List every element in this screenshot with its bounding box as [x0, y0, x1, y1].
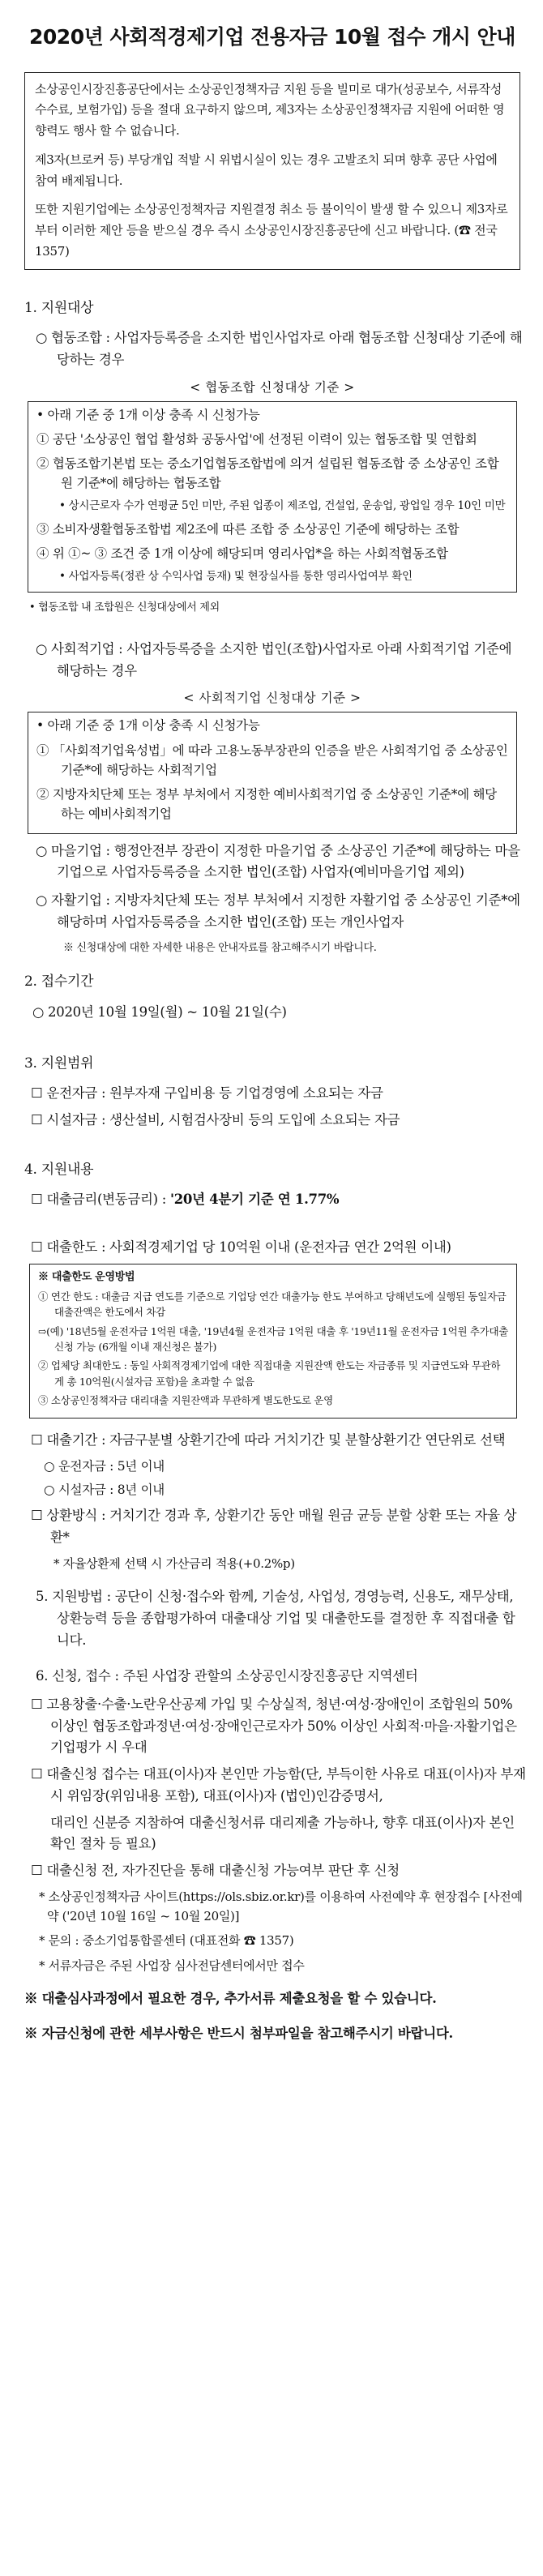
notice-paragraph-2: 제3자(브로커 등) 부당개입 적발 시 위법시실이 있는 경우 고발조치 되며 향후 공단 사업에 참여 배제됩니다.	[35, 152, 498, 188]
application-preference: ☐ 고용창출·수출·노란우산공제 가입 및 수상실적, 청년·여성·장애인이 조합원의 50% 이상인 협동조합과정년·여성·장애인근로자가 50% 이상인 사회적·마을·자활기업은 기업평가 시 우대	[31, 1696, 517, 1756]
section-heading-content: 4. 지원내용	[24, 1161, 94, 1178]
loan-limit-rule-2: ② 업체당 최대한도 : 동일 사회적경제기업에 대한 직접대출 지원잔액 한도는 자금종류 및 지급연도와 무관하게 총 10억원(시설자금 포함)을 초과할 수 없음	[38, 1359, 501, 1388]
loan-limit-operation-box	[29, 1264, 517, 1419]
notice-paragraph-3: 또한 지원기업에는 소상공인정책자금 지원결정 취소 등 불이익이 발생 할 수 있으니 제3자로부터 이러한 제안 등을 받으실 경우 즉시 소상공인시장진흥공단에 신고 바랍니다. (☎ 전국 1357)	[35, 202, 508, 259]
section-heading-scope: 3. 지원범위	[24, 1055, 94, 1072]
application-self-check: ☐ 대출신청 전, 자가진단을 통해 대출신청 가능여부 판단 후 신청	[31, 1863, 400, 1879]
application-in-person-cont: 대리인 신분증 지참하여 대출신청서류 대리제출 가능하나, 향후 대표(이사)자 본인 확인 절차 등 필요)	[50, 1814, 515, 1852]
criteria-item-2-detail: • 상시근로자 수가 연평균 5인 미만, 주된 업종이 제조업, 건설업, 운송업, 광업일 경우 10인 미만	[59, 499, 506, 513]
loan-period-facility: ○ 시설자금 : 8년 이내	[44, 1483, 165, 1498]
application-in-person: ☐ 대출신청 접수는 대표(이사)자 본인만 가능함(단, 부득이한 사유로 대표(이사)자 부재 시 위임장(위임내용 포함), 대표(이사)자 (법인)인감증명서,	[31, 1766, 526, 1804]
eligibility-social-enterprise: ○ 사회적기업 : 사업자등록증을 소지한 법인(조합)사업자로 아래 사회적기업 기준에 해당하는 경우	[36, 640, 512, 678]
section-heading-eligibility: 1. 지원대상	[24, 299, 94, 316]
section-heading-application: 6. 신청, 접수 : 주된 사업장 관할의 소상공인시장진흥공단 지역센터	[36, 1668, 418, 1684]
social-enterprise-criteria-box	[28, 712, 517, 833]
loan-limit-rule-1-example: ⇨(예) '18년5월 운전자금 1억원 대출, '19년4월 운전자금 1억원 대출 후 '19년11월 운전자금 1억원 추가대출 신청 가능 (6개월 이내 재신청은 불가)	[38, 1324, 509, 1353]
loan-limit: ☐ 대출한도 : 사회적경제기업 당 10억원 이내 (운전자금 연간 2억원 이내)	[31, 1239, 451, 1255]
loan-period-operating: ○ 운전자금 : 5년 이내	[44, 1459, 165, 1474]
criteria-item-4-detail: • 사업자등록(정관 상 수익사업 등재) 및 현장실사를 통한 영리사업여부 확인	[59, 569, 413, 583]
repayment-method: ☐ 상환방식 : 거치기간 경과 후, 상환기간 동안 매월 원금 균등 분할 상환 또는 자율 상환*	[31, 1508, 517, 1546]
eligibility-self-sufficiency-enterprise: ○ 자활기업 : 지방자치단체 또는 정부 부처에서 지정한 자활기업 중 소상공인 기준*에 해당하며 사업자등록증을 소지한 법인(조합) 또는 개인사업자	[36, 892, 520, 930]
interest-rate-label: ☐ 대출금리(변동금리) :	[31, 1192, 170, 1208]
loan-limit-box-title: ※ 대출한도 운영방법	[38, 1270, 135, 1283]
criteria-head: • 아래 기준 중 1개 이상 충족 시 신청가능	[36, 718, 260, 734]
criteria-item-3: ③ 소비자생활협동조합법 제2조에 따른 조합 중 소상공인 기준에 해당하는 조합	[36, 521, 460, 537]
criteria-item-4: ④ 위 ①~ ③ 조건 중 1개 이상에 해당되며 영리사업*을 하는 사회적협동조합	[36, 546, 448, 561]
cooperative-exclusion-note: • 협동조합 내 조합원은 신청대상에서 제외	[29, 601, 220, 614]
loan-limit-rule-3: ③ 소상공인정책자금 대리대출 지원잔액과 무관하게 별도한도로 운영	[38, 1394, 333, 1407]
support-method: 5. 지원방법 : 공단이 신청·접수와 함께, 기술성, 사업성, 경영능력, 신용도, 재무상태, 상환능력 등을 종합평가하여 대출대상 기업 및 대출한도를 결정한 후 직접대출 합니다.	[36, 1589, 515, 1648]
loan-limit-rule-1: ① 연간 한도 : 대출금 지급 연도를 기준으로 기업당 연간 대출가능 한도 부여하고 당해년도에 실행된 동일자금 대출잔액은 한도에서 차감	[38, 1290, 507, 1319]
criteria-head: • 아래 기준 중 1개 이상 충족 시 신청가능	[36, 407, 260, 422]
scope-facility-fund: ☐ 시설자금 : 생산설비, 시험검사장비 등의 도입에 소요되는 자금	[31, 1111, 400, 1128]
additional-documents-note: ※ 대출심사과정에서 필요한 경우, 추가서류 제출요청을 할 수 있습니다.	[24, 1990, 437, 2006]
page-title: 2020년 사회적경제기업 전용자금 10월 접수 개시 안내	[29, 25, 515, 49]
repayment-note: * 자율상환제 선택 시 가산금리 적용(+0.2%p)	[53, 1555, 295, 1571]
criteria-item-2: ② 협동조합기본법 또는 중소기업협동조합법에 의거 설립된 협동조합 중 소상공인 조합원 기준*에 해당하는 협동조합	[36, 456, 499, 490]
warning-notice-box	[24, 72, 520, 270]
interest-rate-value: '20년 4분기 기준 연 1.77%	[169, 1192, 340, 1208]
criteria-item-1: ① 공단 '소상공인 협업 활성화 공동사업'에 선정된 이력이 있는 협동조합 및 연합회	[36, 431, 477, 447]
eligibility-reference-note: ※ 신청대상에 대한 자세한 내용은 안내자료를 참고해주시기 바랍니다.	[63, 942, 377, 955]
application-reservation-note: * 소상공인정책자금 사이트(https://ols.sbiz.or.kr)를 이용하여 사전예약 후 현장접수 [사전예약 ('20년 10월 16일 ~ 10월 20일)]	[39, 1889, 523, 1924]
criteria-item-2: ② 지방자치단체 또는 정부 부처에서 지정한 예비사회적기업 중 소상공인 기준*에 해당하는 예비사회적기업	[36, 786, 497, 821]
social-enterprise-criteria-title: < 사회적기업 신청대상 기준 >	[183, 691, 361, 706]
eligibility-cooperative: ○ 협동조합 : 사업자등록증을 소지한 법인사업자로 아래 협동조합 신청대상 기준에 해당하는 경우	[36, 330, 523, 368]
attachment-reference-note: ※ 자금신청에 관한 세부사항은 반드시 첨부파일을 참고해주시기 바랍니다.	[24, 2025, 453, 2041]
loan-period: ☐ 대출기간 : 자금구분별 상환기간에 따라 거치기간 및 분할상환기간 연단위로 선택	[31, 1432, 506, 1448]
interest-rate	[29, 1189, 527, 1211]
criteria-item-1: ① 「사회적기업육성법」에 따라 고용노동부장관의 인증을 받은 사회적기업 중 소상공인 기준*에 해당하는 사회적기업	[36, 742, 508, 777]
scope-operating-fund: ☐ 운전자금 : 원부자재 구입비용 등 기업경영에 소요되는 자금	[31, 1085, 383, 1102]
section-heading-period: 2. 접수기간	[24, 973, 94, 991]
application-period: ○ 2020년 10월 19일(월) ~ 10월 21일(수)	[32, 1004, 287, 1021]
application-center-note: * 서류자금은 주된 사업장 심사전담센터에서만 접수	[39, 1958, 305, 1973]
cooperative-criteria-title: < 협동조합 신청대상 기준 >	[190, 379, 355, 395]
eligibility-village-enterprise: ○ 마을기업 : 행정안전부 장관이 지정한 마을기업 중 소상공인 기준*에 해당하는 마을기업으로 사업자등록증을 소지한 법인(조합) 사업자(예비마을기업 제외)	[36, 842, 520, 880]
cooperative-criteria-box	[28, 401, 517, 593]
application-contact-note: * 문의 : 중소기업통합콜센터 (대표전화 ☎ 1357)	[39, 1933, 294, 1949]
notice-paragraph-1: 소상공인시장진흥공단에서는 소상공인정책자금 지원 등을 빌미로 대가(성공보수, 서류작성 수수료, 보험가입) 등을 절대 요구하지 않으며, 제3자는 소상공인정책자금 지원에 어떠한 영향력도 행사 할 수 없습니다.	[35, 81, 505, 139]
